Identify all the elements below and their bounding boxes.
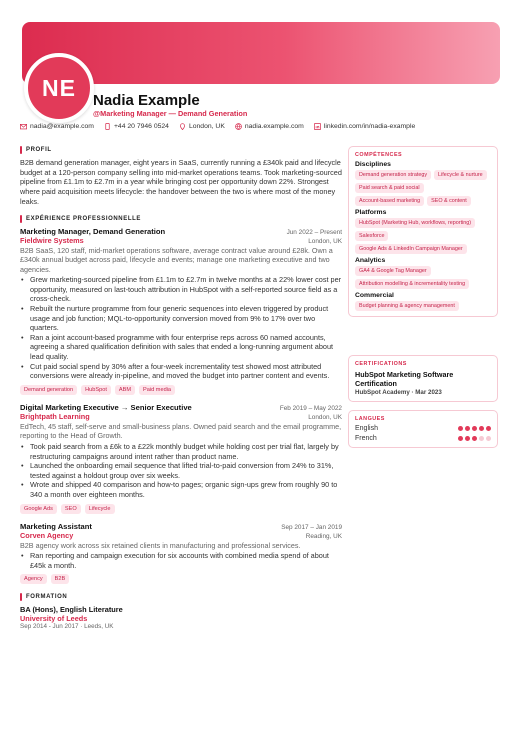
main-column [20, 146, 342, 630]
profile-text: B2B demand generation manager, eight years in SaaS, currently running a £340k paid and lifecycle budget at a 120-person company selling into mid-market operations teams. Took marketing-sourced pipeline from £1.1m to £2.7m in a year while bringing cost per opportunity down 22%. Strongest where paid acquisition meets lifecycle: the handover between the two is where most of the money leaks. [20, 158, 342, 206]
job-description: B2B SaaS, 120 staff, mid-market operations software, average contract value around £28k. Own a £340k annual budget across paid, lifecycle and events; manage one marketing executive and two agencies. [20, 245, 333, 274]
section-marker [20, 593, 22, 601]
skill-tag: Paid media [139, 385, 175, 395]
skill-chip: Budget planning & agency management [355, 301, 459, 311]
contact-email[interactable] [20, 123, 94, 130]
certifications-card [348, 355, 498, 402]
job-bullets [20, 442, 342, 500]
skill-chip: Lifecycle & nurture [434, 170, 487, 180]
certification-name: HubSpot Marketing Software Certification [355, 370, 454, 388]
skill-chip: Demand generation strategy [355, 170, 431, 180]
job-entry [20, 522, 342, 585]
job-location: Reading, UK [305, 532, 342, 540]
skill-group-title: Platforms [355, 209, 387, 216]
contact-website-text: nadia.example.com [244, 123, 304, 130]
skill-tag: HubSpot [81, 385, 111, 395]
location-pin-icon [179, 123, 186, 130]
level-dot [472, 426, 477, 431]
experience-heading [20, 215, 342, 223]
experience-heading-text: EXPÉRIENCE PROFESSIONNELLE [26, 215, 141, 222]
skill-chips [355, 266, 491, 289]
contact-location [179, 123, 225, 130]
skill-tag: Demand generation [20, 385, 77, 395]
job-bullet: • Cut paid social spend by 30% after a four-week incrementality test showed most attributed conversions were already in-pipeline, and moved the budget into partner content and events. [20, 362, 342, 381]
job-tags [20, 574, 342, 584]
profile-section [20, 146, 342, 207]
job-tags [20, 504, 342, 514]
job-title: Marketing Manager, Demand Generation [20, 226, 166, 236]
job-company: Fieldwire Systems [20, 235, 84, 245]
level-dot [458, 426, 463, 431]
skills-card [348, 146, 498, 317]
phone-icon [104, 123, 111, 130]
language-name: English [355, 425, 378, 432]
level-dot [486, 436, 491, 441]
job-bullet: • Grew marketing-sourced pipeline from £1.1m to £2.7m in twelve months at a 22% lower cost per opportunity, measured on last-touch attribution in HubSpot with a self-reported source field as a cross-check. [20, 275, 342, 304]
job-bullets [20, 551, 342, 570]
education-heading [20, 593, 342, 601]
skill-tag: ABM [115, 385, 135, 395]
skill-tag: Agency [20, 574, 47, 584]
education-heading-text: FORMATION [26, 594, 68, 601]
skills-heading: COMPÉTENCES [355, 152, 403, 158]
job-title: Digital Marketing Executive → Senior Executive [20, 402, 192, 412]
profile-heading-text: PROFIL [26, 147, 52, 153]
skill-chip: Google Ads & LinkedIn Campaign Manager [355, 244, 467, 254]
job-bullet: • Ran a joint account-based programme with four enterprise reps across 60 named accounts, agreeing a shared qualification definition with sales that ended a long-running argument about lead quality. [20, 333, 342, 362]
job-bullet: • Wrote and shipped 40 comparison and how-to pages; organic sign-ups grew from roughly 90 to 340 a month over eighteen months. [20, 480, 342, 499]
job-company: Corven Agency [20, 530, 74, 540]
skill-tag: B2B [51, 574, 70, 584]
level-dot [472, 436, 477, 441]
skill-group-title: Analytics [355, 257, 386, 264]
skill-group-title: Commercial [355, 292, 394, 299]
experience-section [20, 215, 342, 585]
candidate-role: @Marketing Manager — Demand Generation [93, 109, 248, 118]
contact-phone[interactable] [104, 123, 169, 130]
job-bullets [20, 275, 342, 381]
skill-tag: Lifecycle [85, 504, 115, 514]
language-name: French [355, 435, 377, 442]
skill-chip: Paid search & paid social [355, 183, 424, 193]
profile-heading [20, 146, 342, 154]
job-date: Feb 2019 – May 2022 [279, 404, 342, 412]
globe-icon [235, 123, 242, 130]
level-dot [479, 436, 484, 441]
contact-phone-text: +44 20 7946 0524 [113, 123, 169, 130]
languages-card [348, 410, 498, 448]
school: University of Leeds [20, 614, 88, 624]
job-tags [20, 385, 342, 395]
job-bullet: • Ran reporting and campaign execution for six accounts with combined media spend of about £45k a month. [20, 551, 342, 570]
skill-chip: Account-based marketing [355, 196, 424, 206]
level-dot [486, 426, 491, 431]
header-banner [22, 22, 500, 84]
avatar [24, 53, 94, 123]
education-section [20, 593, 342, 630]
contact-linkedin-text: linkedin.com/in/nadia-example [323, 123, 416, 130]
section-marker [20, 146, 22, 154]
skill-tag: Google Ads [20, 504, 57, 514]
mail-icon [20, 123, 27, 130]
contact-email-text: nadia@example.com [30, 123, 94, 130]
job-bullet: • Launched the onboarding email sequence that lifted trial-to-paid conversion from 24% to 31%, tested against a holdout group over six weeks. [20, 461, 342, 480]
language-level [458, 436, 491, 441]
skill-chip: GA4 & Google Tag Manager [355, 266, 431, 276]
contact-location-text: London, UK [188, 123, 225, 130]
education-meta: Sep 2014 - Jun 2017 · Leeds, UK [20, 623, 114, 631]
languages-heading: LANGUES [355, 416, 385, 422]
job-description: B2B agency work across six retained clients in manufacturing and professional services. [20, 540, 301, 550]
avatar-initials: NE [42, 74, 76, 101]
language-row [355, 425, 491, 432]
certifications-heading: CERTIFICATIONS [355, 361, 407, 367]
job-description: EdTech, 45 staff, self-serve and small-business plans. Owned paid search and the email programme, reporting to the Head of Growth. [20, 421, 342, 441]
skill-chip: Salesforce [355, 231, 388, 241]
contact-linkedin[interactable] [314, 123, 415, 130]
skill-tag: SEO [61, 504, 81, 514]
linkedin-icon [314, 123, 321, 130]
job-company: Brightpath Learning [20, 411, 90, 421]
job-date: Sep 2017 – Jan 2019 [281, 523, 342, 531]
contact-website[interactable] [235, 123, 304, 130]
job-location: London, UK [308, 413, 342, 421]
language-level [458, 426, 491, 431]
job-title: Marketing Assistant [20, 521, 92, 531]
contact-bar [20, 123, 500, 130]
job-entry [20, 227, 342, 395]
job-bullet: • Rebuilt the nurture programme from four generic sequences into eleven triggered by product usage and job function; MQL-to-opportunity conversion moved from 9% to 17% over two quarters. [20, 304, 342, 333]
level-dot [458, 436, 463, 441]
skill-chips [355, 301, 491, 311]
job-location: London, UK [308, 237, 342, 245]
degree: BA (Hons), English Literature [20, 605, 123, 615]
job-entry [20, 403, 342, 514]
skill-chip: Attribution modelling & incrementality testing [355, 279, 469, 289]
skill-group-title: Disciplines [355, 161, 391, 168]
language-row [355, 435, 491, 442]
section-marker [20, 215, 22, 223]
skill-chips [355, 218, 491, 254]
candidate-name: Nadia Example [93, 92, 200, 109]
level-dot [465, 426, 470, 431]
level-dot [479, 426, 484, 431]
certification-meta: HubSpot Academy · Mar 2023 [355, 389, 442, 396]
job-date: Jun 2022 – Present [286, 228, 342, 236]
skill-chips [355, 170, 491, 206]
level-dot [465, 436, 470, 441]
job-bullet: • Took paid search from a £6k to a £22k monthly budget while holding cost per trial flat, largely by restructuring campaigns around intent rather than product name. [20, 442, 342, 461]
skill-chip: HubSpot (Marketing Hub, workflows, reporting) [355, 218, 475, 228]
skill-chip: SEO & content [427, 196, 471, 206]
